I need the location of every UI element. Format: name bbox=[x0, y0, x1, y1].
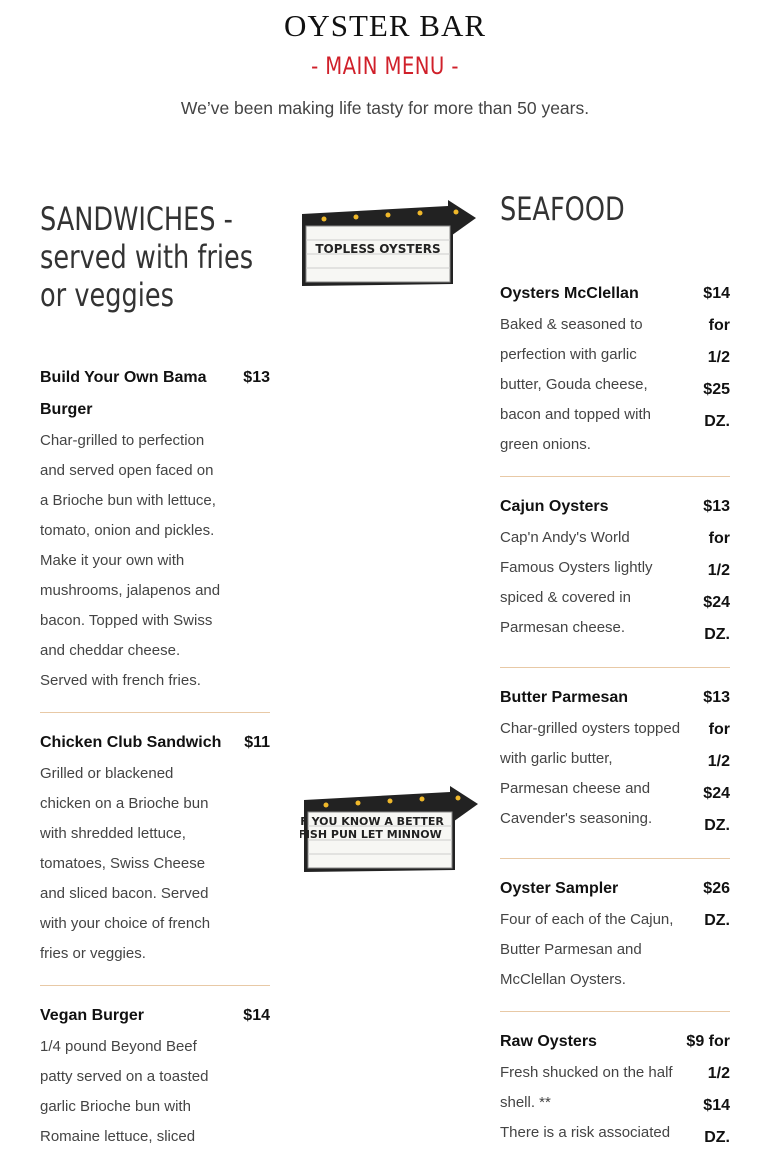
price-line: 1/2 bbox=[707, 1065, 730, 1082]
desc-line: and cheddar cheese. bbox=[40, 642, 181, 659]
item-divider bbox=[40, 985, 270, 986]
desc-line: perfection with garlic bbox=[500, 346, 637, 363]
item-description bbox=[40, 1032, 240, 1152]
price-line: $24 bbox=[703, 785, 730, 802]
item-name: Chicken Club Sandwich bbox=[40, 734, 222, 751]
item-description bbox=[500, 714, 695, 834]
item-price: $14 bbox=[243, 1007, 270, 1024]
sign-text: TOPLESS OYSTERS bbox=[315, 242, 441, 256]
tagline: We’ve been making life tasty for more than 50 years. bbox=[180, 98, 590, 118]
desc-line: Parmesan cheese and bbox=[500, 780, 651, 797]
desc-line: Fresh shucked on the half bbox=[500, 1064, 673, 1081]
price-line: 1/2 bbox=[707, 349, 730, 366]
price-line: DZ. bbox=[704, 817, 730, 834]
price-line: $26 bbox=[703, 880, 730, 897]
menu-item-oyster-sampler bbox=[500, 873, 730, 1003]
item-description bbox=[500, 905, 690, 995]
menu-item-cajun-oysters bbox=[500, 491, 730, 656]
item-name: Oysters McClellan bbox=[500, 285, 639, 302]
menu-item-vegan-burger bbox=[40, 1000, 270, 1150]
price-line: $13 bbox=[703, 689, 730, 706]
menu-item-butter-parmesan bbox=[500, 682, 730, 847]
item-divider bbox=[500, 858, 730, 859]
item-price bbox=[686, 1026, 730, 1154]
desc-line: shell. ** bbox=[500, 1094, 551, 1111]
price-line: for bbox=[708, 721, 730, 738]
desc-line: garlic Brioche bun with bbox=[40, 1098, 191, 1115]
item-price bbox=[703, 873, 730, 937]
menu-item-chicken-club bbox=[40, 727, 270, 967]
item-description bbox=[40, 426, 240, 696]
desc-line: with shredded lettuce, bbox=[40, 825, 186, 842]
sandwiches-heading bbox=[40, 200, 253, 314]
desc-line: There is a risk associated bbox=[500, 1124, 671, 1141]
item-name bbox=[40, 362, 207, 426]
item-name: Oyster Sampler bbox=[500, 880, 619, 897]
item-price bbox=[703, 278, 730, 438]
desc-line: mushrooms, jalapenos and bbox=[40, 582, 221, 599]
price-line: for bbox=[708, 317, 730, 334]
price-line: 1/2 bbox=[707, 562, 730, 579]
price-line: $13 bbox=[703, 498, 730, 515]
desc-line: tomatoes, Swiss Cheese bbox=[40, 855, 206, 872]
item-name: Butter Parmesan bbox=[500, 689, 629, 706]
item-divider bbox=[500, 667, 730, 668]
item-price: $13 bbox=[243, 369, 270, 386]
desc-line: Make it your own with bbox=[40, 552, 185, 569]
item-name: Raw Oysters bbox=[500, 1033, 597, 1050]
menu-item-oysters-mcclellan bbox=[500, 278, 730, 458]
desc-line: with garlic butter, bbox=[500, 750, 613, 767]
heading-line: or veggies bbox=[40, 276, 174, 314]
item-divider bbox=[40, 712, 270, 713]
desc-line: Char-grilled to perfection bbox=[40, 432, 205, 449]
item-name-line: Burger bbox=[40, 401, 93, 418]
item-name: Vegan Burger bbox=[40, 1007, 145, 1024]
item-price bbox=[703, 682, 730, 842]
desc-line: bacon and topped with bbox=[500, 406, 651, 423]
item-name: Cajun Oysters bbox=[500, 498, 609, 515]
price-line: DZ. bbox=[704, 626, 730, 643]
desc-line: Baked & seasoned to bbox=[500, 316, 643, 333]
item-divider bbox=[500, 1011, 730, 1012]
menu-subtitle: - MAIN MENU - bbox=[311, 52, 459, 80]
desc-line: butter, Gouda cheese, bbox=[500, 376, 648, 393]
desc-line: and sliced bacon. Served bbox=[40, 885, 209, 902]
item-price bbox=[703, 491, 730, 651]
desc-line: spiced & covered in bbox=[500, 589, 631, 606]
price-line: $25 bbox=[703, 381, 730, 398]
desc-line: McClellan Oysters. bbox=[500, 971, 626, 988]
price-line: DZ. bbox=[704, 912, 730, 929]
desc-line: fries or veggies. bbox=[40, 945, 146, 962]
desc-line: Char-grilled oysters topped bbox=[500, 720, 681, 737]
restaurant-title: OYSTER BAR bbox=[283, 8, 487, 43]
price-line: DZ. bbox=[704, 413, 730, 430]
desc-line: green onions. bbox=[500, 436, 591, 453]
desc-line: Served with french fries. bbox=[40, 672, 201, 689]
sign-text: FISH PUN LET MINNOW bbox=[300, 828, 442, 841]
item-divider bbox=[500, 476, 730, 477]
sign-text: IF YOU KNOW A BETTER bbox=[300, 815, 444, 828]
desc-line: chicken on a Brioche bun bbox=[40, 795, 209, 812]
desc-line: Grilled or blackened bbox=[40, 765, 174, 782]
desc-line: Romaine lettuce, sliced bbox=[40, 1128, 196, 1145]
desc-line: Four of each of the Cajun, bbox=[500, 911, 674, 928]
desc-line: bacon. Topped with Swiss bbox=[40, 612, 213, 629]
item-description bbox=[500, 310, 690, 460]
desc-line: and served open faced on bbox=[40, 462, 214, 479]
desc-line: Famous Oysters lightly bbox=[500, 559, 653, 576]
desc-line: with your choice of french bbox=[40, 915, 211, 932]
price-line: $14 bbox=[703, 1097, 730, 1114]
price-line: $9 for bbox=[686, 1033, 730, 1050]
price-line: $14 bbox=[703, 285, 730, 302]
marquee-sign-fish-pun bbox=[300, 784, 480, 876]
desc-line: Cap'n Andy's World bbox=[500, 529, 630, 546]
item-description bbox=[500, 523, 690, 643]
item-description bbox=[500, 1058, 690, 1148]
desc-line: Butter Parmesan and bbox=[500, 941, 642, 958]
item-price: $11 bbox=[244, 734, 270, 751]
heading-line: served with fries bbox=[40, 238, 254, 276]
desc-line: Parmesan cheese. bbox=[500, 619, 626, 636]
item-description bbox=[40, 759, 240, 969]
item-name-line: Build Your Own Bama bbox=[40, 369, 207, 386]
price-line: 1/2 bbox=[707, 753, 730, 770]
marquee-sign-topless-oysters bbox=[298, 198, 478, 290]
desc-line: tomato, onion and pickles. bbox=[40, 522, 215, 539]
seafood-heading: SEAFOOD bbox=[500, 190, 625, 228]
marquee-arrow-icon bbox=[298, 198, 478, 290]
price-line: $24 bbox=[703, 594, 730, 611]
desc-line: a Brioche bun with lettuce, bbox=[40, 492, 216, 509]
desc-line: Cavender's seasoning. bbox=[500, 810, 653, 827]
desc-line: 1/4 pound Beyond Beef bbox=[40, 1038, 197, 1055]
menu-item-bama-burger bbox=[40, 362, 270, 692]
price-line: DZ. bbox=[704, 1129, 730, 1146]
heading-line: SANDWICHES - bbox=[40, 200, 233, 238]
price-line: for bbox=[708, 530, 730, 547]
marquee-arrow-icon bbox=[300, 784, 480, 876]
menu-item-raw-oysters bbox=[500, 1026, 730, 1149]
desc-line: patty served on a toasted bbox=[40, 1068, 209, 1085]
